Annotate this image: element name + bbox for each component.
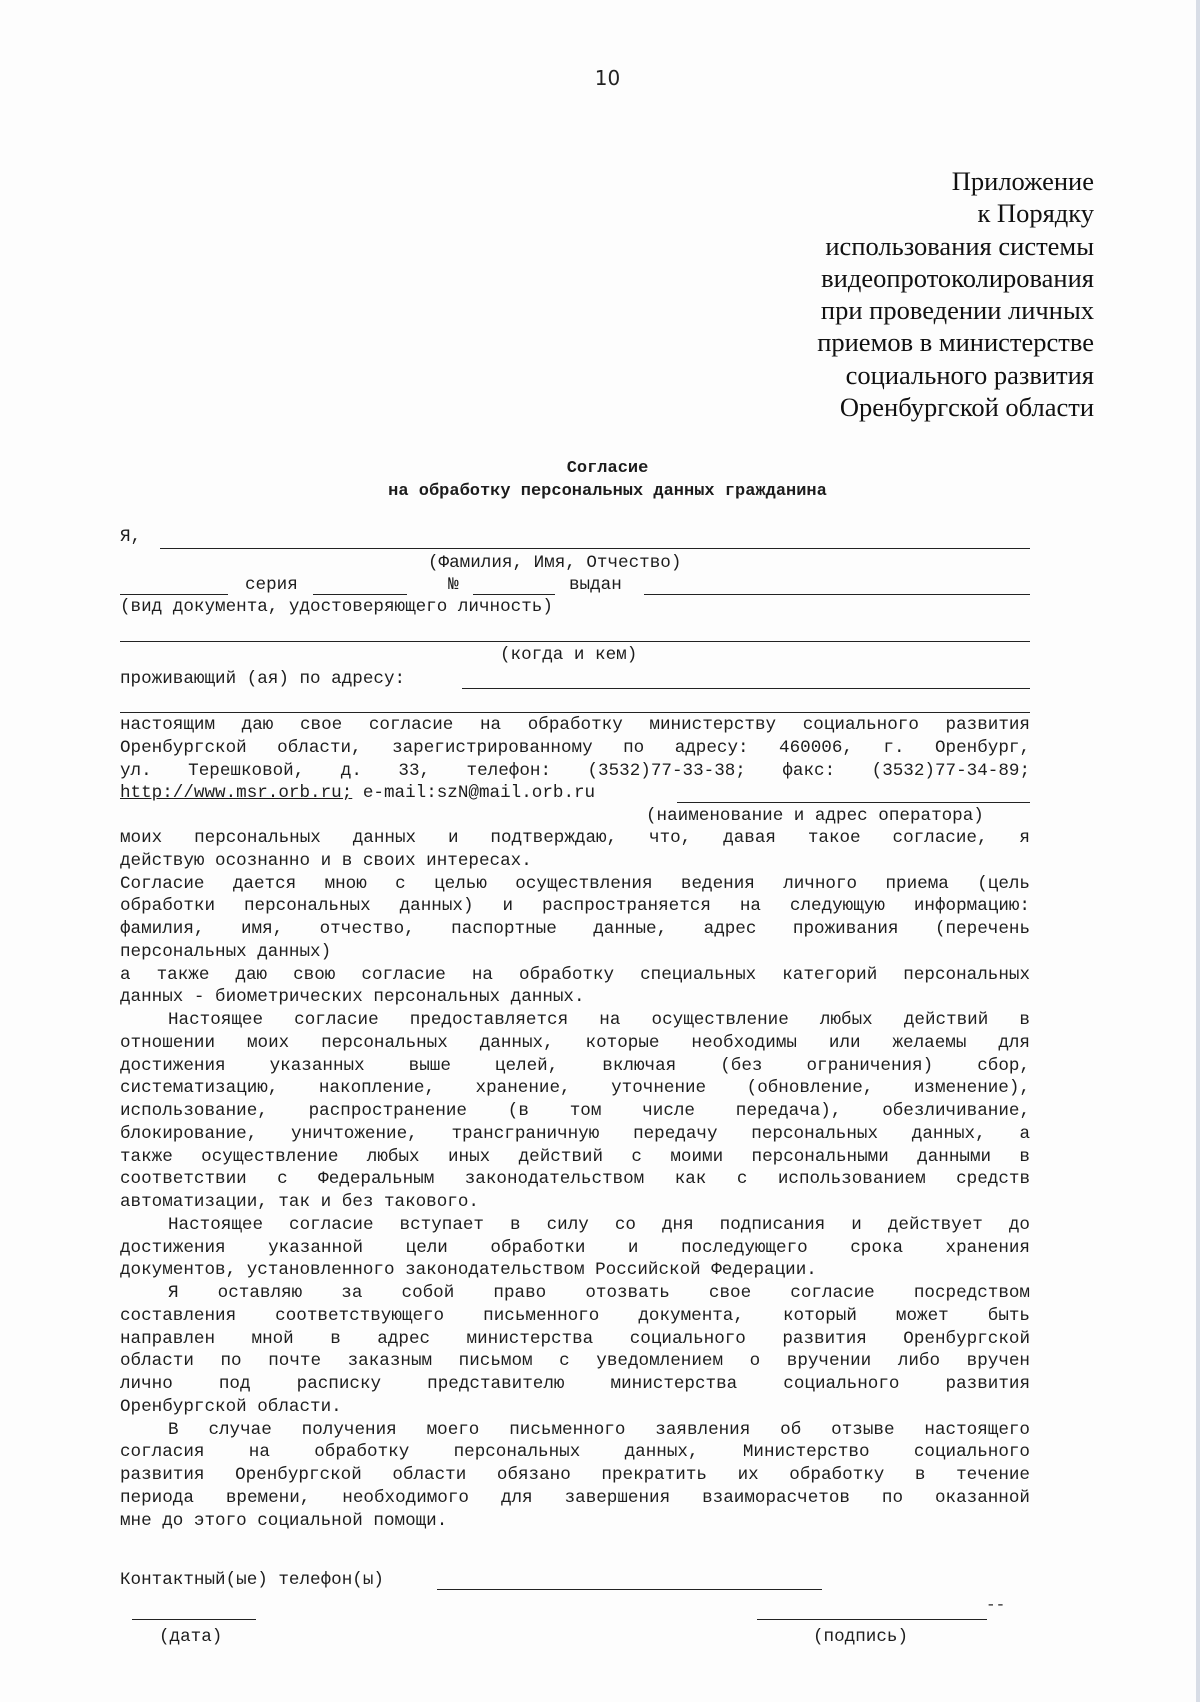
scan-edge	[1196, 0, 1200, 1702]
appendix-line: Оренбургской области	[839, 392, 1094, 423]
body-text-line: данных - биометрических персональных данных.	[120, 987, 585, 1008]
body-text-line: периода времени, необходимого для завершения взаиморасчетов по оказанной	[120, 1487, 1030, 1508]
page-number: 10	[594, 66, 621, 90]
operator-line-blank	[677, 802, 1030, 803]
body-text-line: составления соответствующего письменного документа, который может быть	[120, 1305, 1030, 1326]
operator-line: ул. Терешковой, д. 33, телефон: (3532)77-33-38; факс: (3532)77-34-89;	[120, 761, 1030, 781]
body-text-line: Настоящее согласие вступает в силу со дня подписания и действует до	[168, 1214, 1030, 1235]
body-text-line: действую осознанно и в своих интересах.	[120, 850, 532, 871]
body-text-line: также осуществление любых иных действий с моими персональными данными в	[120, 1146, 1030, 1167]
body-text-line: мне до этого социальной помощи.	[120, 1510, 448, 1531]
body-text-line: а также даю свою согласие на обработку специальных категорий персональных	[120, 964, 1030, 985]
body-text-line: достижения указанных выше целей, включая (без ограничения) сбор,	[120, 1055, 1030, 1076]
body-text-line: развития Оренбургской области обязано прекратить их обработку в течение	[120, 1465, 1030, 1485]
body-text-line: области по почте заказным письмом с уведомлением о вручении либо вручен	[120, 1351, 1030, 1372]
signature-hint: (подпись)	[813, 1627, 909, 1647]
body-text-line: систематизацию, накопление, хранение, уточнение (обновление, изменение),	[120, 1078, 1030, 1099]
label-phone: Контактный(ые) телефон(ы)	[120, 1570, 384, 1590]
operator-contacts	[120, 783, 595, 803]
label-address: проживающий (ая) по адресу:	[120, 669, 406, 689]
appendix-header	[674, 165, 1094, 423]
body-text-line: В случае получения моего письменного заявления об отзыве настоящего	[168, 1419, 1030, 1440]
when-line	[120, 641, 1030, 642]
signature-dash: --	[986, 1596, 1006, 1614]
address-line	[462, 688, 1030, 689]
issued-line	[644, 594, 1030, 595]
operator-url-link[interactable]: http://www.msr.orb.ru;	[120, 783, 353, 803]
document-title: Согласие	[566, 459, 649, 478]
signature-field-line	[757, 1619, 987, 1620]
date-hint: (дата)	[159, 1627, 223, 1647]
doc-hint: (вид документа, удостоверяющего личность)	[120, 597, 553, 617]
body-text-line: Согласие дается мною с целью осуществления ведения личного приема (цель	[120, 873, 1030, 894]
series-line	[313, 594, 407, 595]
fio-field-line	[160, 548, 1030, 549]
appendix-line: видеопротоколирования	[821, 262, 1094, 293]
body-text-line: Оренбургской области.	[120, 1396, 342, 1417]
body-text-line: использование, распространение (в том числе передача), обезличивание,	[120, 1101, 1030, 1121]
date-field-line	[132, 1619, 256, 1620]
address-line-2	[120, 712, 1030, 713]
body-text-line: обработки персональных данных) и распространяется на следующую информацию:	[120, 896, 1030, 917]
body-text-line: лично под расписку представителю министерства социального развития	[120, 1374, 1030, 1394]
number-line	[473, 594, 555, 595]
body-text-line: соответствии с Федеральным законодательством как с использованием средств	[120, 1169, 1030, 1190]
body-text-line: направлен мной в адрес министерства социального развития Оренбургской	[120, 1328, 1030, 1349]
operator-line: Оренбургской области, зарегистрированному по адресу: 460006, г. Оренбург,	[120, 738, 1030, 758]
doc-type-line	[120, 594, 228, 595]
body-text-line: Я оставляю за собой право отозвать свое согласие посредством	[168, 1283, 1030, 1303]
label-issued: выдан	[569, 575, 622, 595]
appendix-line: приемов в министерстве	[817, 327, 1094, 358]
appendix-line: к Порядку	[977, 198, 1094, 229]
body-text-line: блокирование, уничтожение, трансграничную передачу персональных данных, а	[120, 1123, 1030, 1144]
body-text-line: персональных данных)	[120, 941, 332, 962]
fio-hint: (Фамилия, Имя, Отчество)	[428, 553, 682, 573]
operator-email: e-mail:szN@mail.orb.ru	[362, 783, 596, 803]
label-number: №	[448, 575, 459, 595]
label-series: серия	[245, 575, 298, 595]
body-text-line: достижения указанной цели обработки и последующего срока хранения	[120, 1237, 1030, 1258]
body-text-line: отношении моих персональных данных, которые необходимы или желаемы для	[120, 1032, 1030, 1053]
body-text-line: автоматизации, так и без такового.	[120, 1192, 479, 1212]
body-text-line: согласия на обработку персональных данных, Министерство социального	[120, 1442, 1030, 1463]
phone-field-line	[437, 1589, 822, 1590]
body-text-line: документов, установленного законодательством Российской Федерации.	[120, 1260, 817, 1281]
when-hint: (когда и кем)	[500, 645, 638, 665]
appendix-line: при проведении личных	[820, 295, 1094, 326]
label-i: Я,	[120, 527, 142, 547]
operator-line: настоящим даю свое согласие на обработку министерству социального развития	[120, 715, 1030, 735]
appendix-line: использования системы	[825, 230, 1094, 261]
appendix-line: Приложение	[951, 166, 1094, 196]
body-text-line: фамилия, имя, отчество, паспортные данные, адрес проживания (перечень	[120, 919, 1030, 939]
appendix-line: социального развития	[845, 359, 1094, 390]
body-text-line: Настоящее согласие предоставляется на осуществление любых действий в	[168, 1010, 1030, 1030]
body-text-line: моих персональных данных и подтверждаю, что, давая такое согласие, я	[120, 828, 1030, 848]
operator-hint: (наименование и адрес оператора)	[646, 806, 984, 826]
document-subtitle: на обработку персональных данных гражданина	[388, 482, 827, 501]
